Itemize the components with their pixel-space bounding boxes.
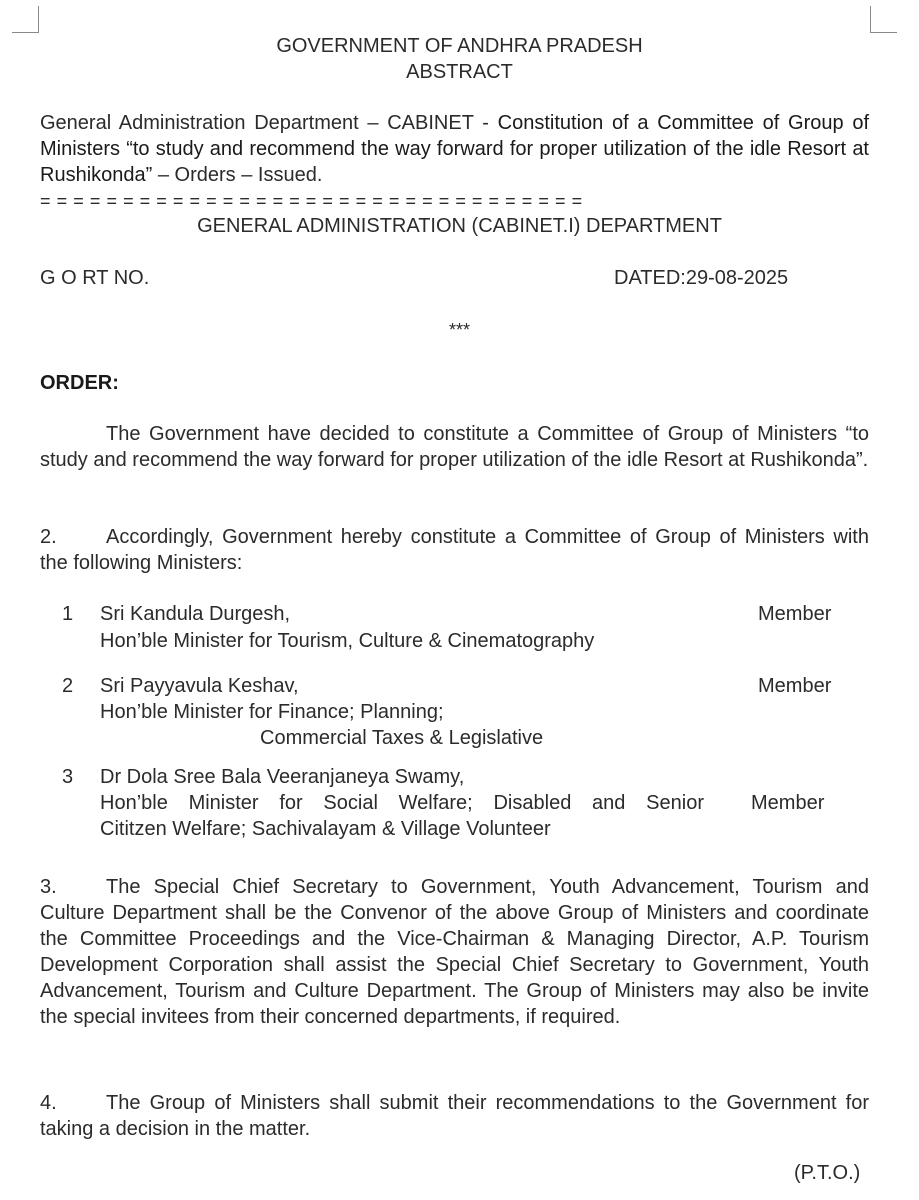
order-paragraph-2 (40, 524, 869, 576)
go-number: G O RT NO. (40, 267, 150, 289)
member-portfolio: Hon’ble Minister for Tourism, Culture & Cinematography (100, 630, 595, 652)
order-paragraph-1: The Government have decided to constitute a Committee of Group of Ministers “to study and recommend the way forward for proper utilization of the idle Resort at Rushikonda”. (40, 423, 869, 471)
member-number: 1 (62, 603, 74, 625)
paragraph-number: 4. (40, 1092, 57, 1114)
page-turn-over: (P.T.O.) (794, 1162, 861, 1184)
paragraph-number: 3. (40, 876, 57, 898)
paragraph-text: Accordingly, Government hereby constitute a Committee of Group of Ministers with the following Ministers: (40, 526, 869, 574)
member-portfolio: Hon’ble Minister for Finance; Planning; (100, 701, 444, 723)
member-number: 3 (62, 766, 74, 788)
order-heading: ORDER: (40, 372, 119, 394)
member-role: Member (751, 792, 825, 814)
subject-suffix: – Orders – Issued. (152, 164, 323, 186)
order-paragraph-4 (40, 1090, 869, 1142)
government-title: GOVERNMENT OF ANDHRA PRADESH (276, 35, 643, 57)
subject-line (40, 110, 869, 188)
paragraph-number: 2. (40, 526, 57, 548)
paragraph-text: The Special Chief Secretary to Government, Youth Advancement, Tourism and Culture Department shall be the Convenor of the above Group of Ministers and coordinate the Committee Proceedings and the Vice-Chairman & Managing Director, A.P. Tourism Development Corporation shall assist the Special Chief Secretary to Government, Youth Advancement, Tourism and Culture Department. The Group of Ministers may also be invite the special invitees from their concerned departments, if required. (40, 876, 869, 1028)
member-portfolio: Hon’ble Minister for Social Welfare; Disabled and Senior (100, 792, 704, 814)
member-role: Member (758, 603, 832, 625)
abstract-label: ABSTRACT (406, 61, 513, 83)
crop-mark-top-left (12, 6, 39, 33)
subject-title: Constitution of a Committee of Group of Ministers “to study and recommend the way forward for proper utilization of the idle Resort at Rushikonda” (40, 112, 869, 186)
member-portfolio-continued: Commercial Taxes & Legislative (260, 727, 544, 749)
date-label: DATED:29-08-2025 (614, 267, 789, 289)
member-name: Sri Kandula Durgesh, (100, 603, 291, 625)
member-number: 2 (62, 675, 74, 697)
separator-line: = = = = = = = = = = = = = = = = = = = = = = = = = = = = = = = = = (40, 191, 583, 211)
order-paragraph-3 (40, 874, 869, 1030)
member-name: Sri Payyavula Keshav, (100, 675, 299, 697)
paragraph-text: The Group of Ministers shall submit their recommendations to the Government for taking a decision in the matter. (40, 1092, 869, 1140)
separator-stars: *** (448, 320, 470, 340)
member-name: Dr Dola Sree Bala Veeranjaneya Swamy, (100, 766, 465, 788)
subject-prefix: General Administration Department – CABINET - (40, 112, 498, 134)
member-role: Member (758, 675, 832, 697)
crop-mark-top-right (870, 6, 897, 33)
department-heading: GENERAL ADMINISTRATION (CABINET.I) DEPARTMENT (197, 215, 722, 237)
member-portfolio-continued: Cititzen Welfare; Sachivalayam & Village Volunteer (100, 818, 551, 840)
